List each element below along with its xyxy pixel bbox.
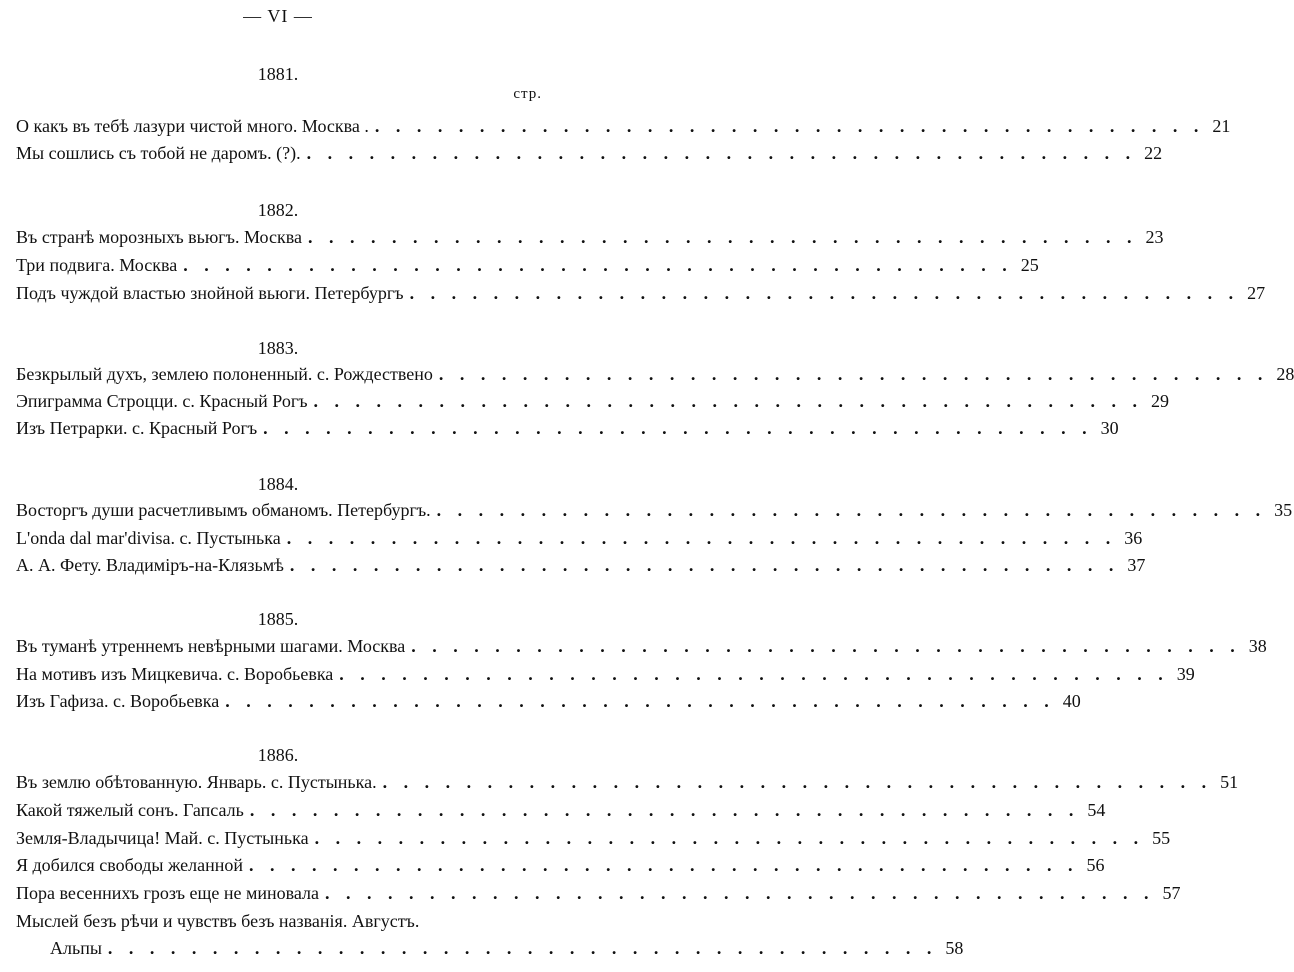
toc-entry-page: 56 (1086, 855, 1105, 875)
page-column-label: стр. (513, 86, 542, 102)
toc-entry (16, 283, 1266, 307)
dot-leader: . . . . . . . . . . . . . . . . . . . . . . . . . . . . . . . . . . . . . . . . (438, 364, 1269, 384)
toc-entry (16, 227, 1164, 251)
year-heading-1883: 1883. (257, 338, 299, 358)
toc-entry-page: 27 (1247, 283, 1266, 303)
toc-entry-title: Альпы (50, 938, 102, 958)
year-heading-1882: 1882. (257, 200, 299, 220)
toc-entry (16, 691, 1081, 715)
toc-entry-page: 23 (1145, 227, 1164, 247)
running-head: — VI — (243, 6, 313, 26)
toc-entry-page: 36 (1124, 528, 1143, 548)
toc-entry-page: 39 (1176, 664, 1195, 684)
toc-entry-title: На мотивъ изъ Мицкевича. с. Воробьевка (16, 664, 334, 684)
dot-leader: . . . . . . . . . . . . . . . . . . . . . . . . . . . . . . . . . . . . . . . . (374, 116, 1205, 136)
toc-entry (16, 116, 1231, 140)
toc-entry-title: Въ землю обѣтованную. Январь. с. Пустынька. (16, 772, 377, 792)
toc-entry-title: О какъ въ тебѣ лазури чистой много. Москва . (16, 116, 369, 136)
toc-entry (16, 255, 1039, 279)
toc-entry-page: 25 (1020, 255, 1039, 275)
dot-leader: . . . . . . . . . . . . . . . . . . . . . . . . . . . . . . . . . . . . . . . . (325, 883, 1155, 903)
dot-leader: . . . . . . . . . . . . . . . . . . . . . . . . . . . . . . . . . . . . . . . . (382, 772, 1213, 792)
toc-entry-title: Мы сошлись съ тобой не даромъ. (?). (16, 143, 301, 163)
toc-entry (16, 500, 1293, 524)
dot-leader: . . . . . . . . . . . . . . . . . . . . . . . . . . . . . . . . . . . . . . . . (107, 938, 938, 958)
toc-entry-page: 22 (1144, 143, 1163, 163)
toc-entry-title: Три подвига. Москва (16, 255, 178, 275)
toc-entry-title: Земля-Владычица! Май. с. Пустынька (16, 828, 309, 848)
year-heading-1884: 1884. (257, 474, 299, 494)
toc-entry (16, 143, 1163, 167)
toc-entry-title: Эпиграмма Строцци. с. Красный Рогъ (16, 391, 308, 411)
toc-entry (16, 364, 1294, 388)
dot-leader: . . . . . . . . . . . . . . . . . . . . . . . . . . . . . . . . . . . . . . . . (409, 283, 1240, 303)
toc-entry-title: L'onda dal mar'divisa. с. Пустынька (16, 528, 281, 548)
toc-entry-title: Въ туманѣ утреннемъ невѣрными шагами. Москва (16, 636, 406, 656)
toc-entry-page: 58 (945, 938, 964, 958)
dot-leader: . . . . . . . . . . . . . . . . . . . . . . . . . . . . . . . . . . . . . . . . (225, 691, 1055, 711)
dot-leader: . . . . . . . . . . . . . . . . . . . . . . . . . . . . . . . . . . . . . . . . (339, 664, 1169, 684)
toc-entry-page: 51 (1220, 772, 1239, 792)
toc-entry-title: Подъ чуждой властью знойной вьюги. Петербургъ (16, 283, 404, 303)
toc-entry (16, 855, 1105, 879)
toc-entry-page: 21 (1212, 116, 1231, 136)
toc-entry-page: 30 (1100, 418, 1119, 438)
toc-entry-title: Изъ Петрарки. с. Красный Рогъ (16, 418, 258, 438)
toc-entry-title: Безкрылый духъ, землею полоненный. с. Рождествено (16, 364, 433, 384)
year-heading-1885: 1885. (257, 609, 299, 629)
toc-entry-page: 57 (1162, 883, 1181, 903)
toc-entry-page: 37 (1127, 555, 1146, 575)
dot-leader: . . . . . . . . . . . . . . . . . . . . . . . . . . . . . . . . . . . . . . . . (306, 143, 1137, 163)
dot-leader: . . . . . . . . . . . . . . . . . . . . . . . . . . . . . . . . . . . . . . . . (313, 391, 1144, 411)
toc-entry-title: Восторгъ души расчетливымъ обманомъ. Петербургъ. (16, 500, 431, 520)
toc-entry-title: Изъ Гафиза. с. Воробьевка (16, 691, 220, 711)
toc-entry (16, 772, 1239, 796)
toc-entry-page: 29 (1151, 391, 1170, 411)
toc-entry-page: 40 (1062, 691, 1081, 711)
toc-entry-title-line1: Мыслей безъ рѣчи и чувствъ безъ названiя. Августъ. (16, 911, 420, 931)
dot-leader: . . . . . . . . . . . . . . . . . . . . . . . . . . . . . . . . . . . . . . . . (183, 255, 1013, 275)
toc-entry (16, 391, 1170, 415)
toc-entry-page: 35 (1274, 500, 1293, 520)
toc-entry-title: А. А. Фету. Владимiръ-на-Клязьмѣ (16, 555, 284, 575)
toc-entry (16, 828, 1171, 852)
toc-entry (50, 938, 964, 962)
dot-leader: . . . . . . . . . . . . . . . . . . . . . . . . . . . . . . . . . . . . . . . . (411, 636, 1241, 656)
toc-entry (16, 664, 1195, 688)
toc-entry (16, 555, 1146, 579)
toc-entry-page: 55 (1152, 828, 1171, 848)
toc-entry (16, 528, 1143, 552)
toc-entry-title: Пора весеннихъ грозъ еще не миновала (16, 883, 320, 903)
toc-entry-title: Въ странѣ морозныхъ вьюгъ. Москва (16, 227, 302, 247)
dot-leader: . . . . . . . . . . . . . . . . . . . . . . . . . . . . . . . . . . . . . . . . (249, 855, 1079, 875)
toc-entry (16, 800, 1106, 824)
toc-entry-title: Какой тяжелый сонъ. Гапсаль (16, 800, 244, 820)
toc-entry-page: 54 (1087, 800, 1106, 820)
toc-entry (16, 636, 1267, 660)
toc-entry-page: 28 (1276, 364, 1294, 384)
dot-leader: . . . . . . . . . . . . . . . . . . . . . . . . . . . . . . . . . . . . . . . . (286, 528, 1117, 548)
year-heading-1886: 1886. (257, 745, 299, 765)
dot-leader: . . . . . . . . . . . . . . . . . . . . . . . . . . . . . . . . . . . . . . . . (314, 828, 1145, 848)
dot-leader: . . . . . . . . . . . . . . . . . . . . . . . . . . . . . . . . . . . . . . . . (263, 418, 1093, 438)
dot-leader: . . . . . . . . . . . . . . . . . . . . . . . . . . . . . . . . . . . . . . . . (289, 555, 1120, 575)
dot-leader: . . . . . . . . . . . . . . . . . . . . . . . . . . . . . . . . . . . . . . . . (307, 227, 1138, 247)
toc-entry (16, 418, 1119, 442)
toc-entry-title: Я добился свободы желанной (16, 855, 244, 875)
toc-entry-page: 38 (1248, 636, 1267, 656)
dot-leader: . . . . . . . . . . . . . . . . . . . . . . . . . . . . . . . . . . . . . . . . (436, 500, 1267, 520)
toc-entry (16, 883, 1181, 907)
dot-leader: . . . . . . . . . . . . . . . . . . . . . . . . . . . . . . . . . . . . . . . . (249, 800, 1080, 820)
year-heading-1881: 1881. (257, 64, 299, 84)
